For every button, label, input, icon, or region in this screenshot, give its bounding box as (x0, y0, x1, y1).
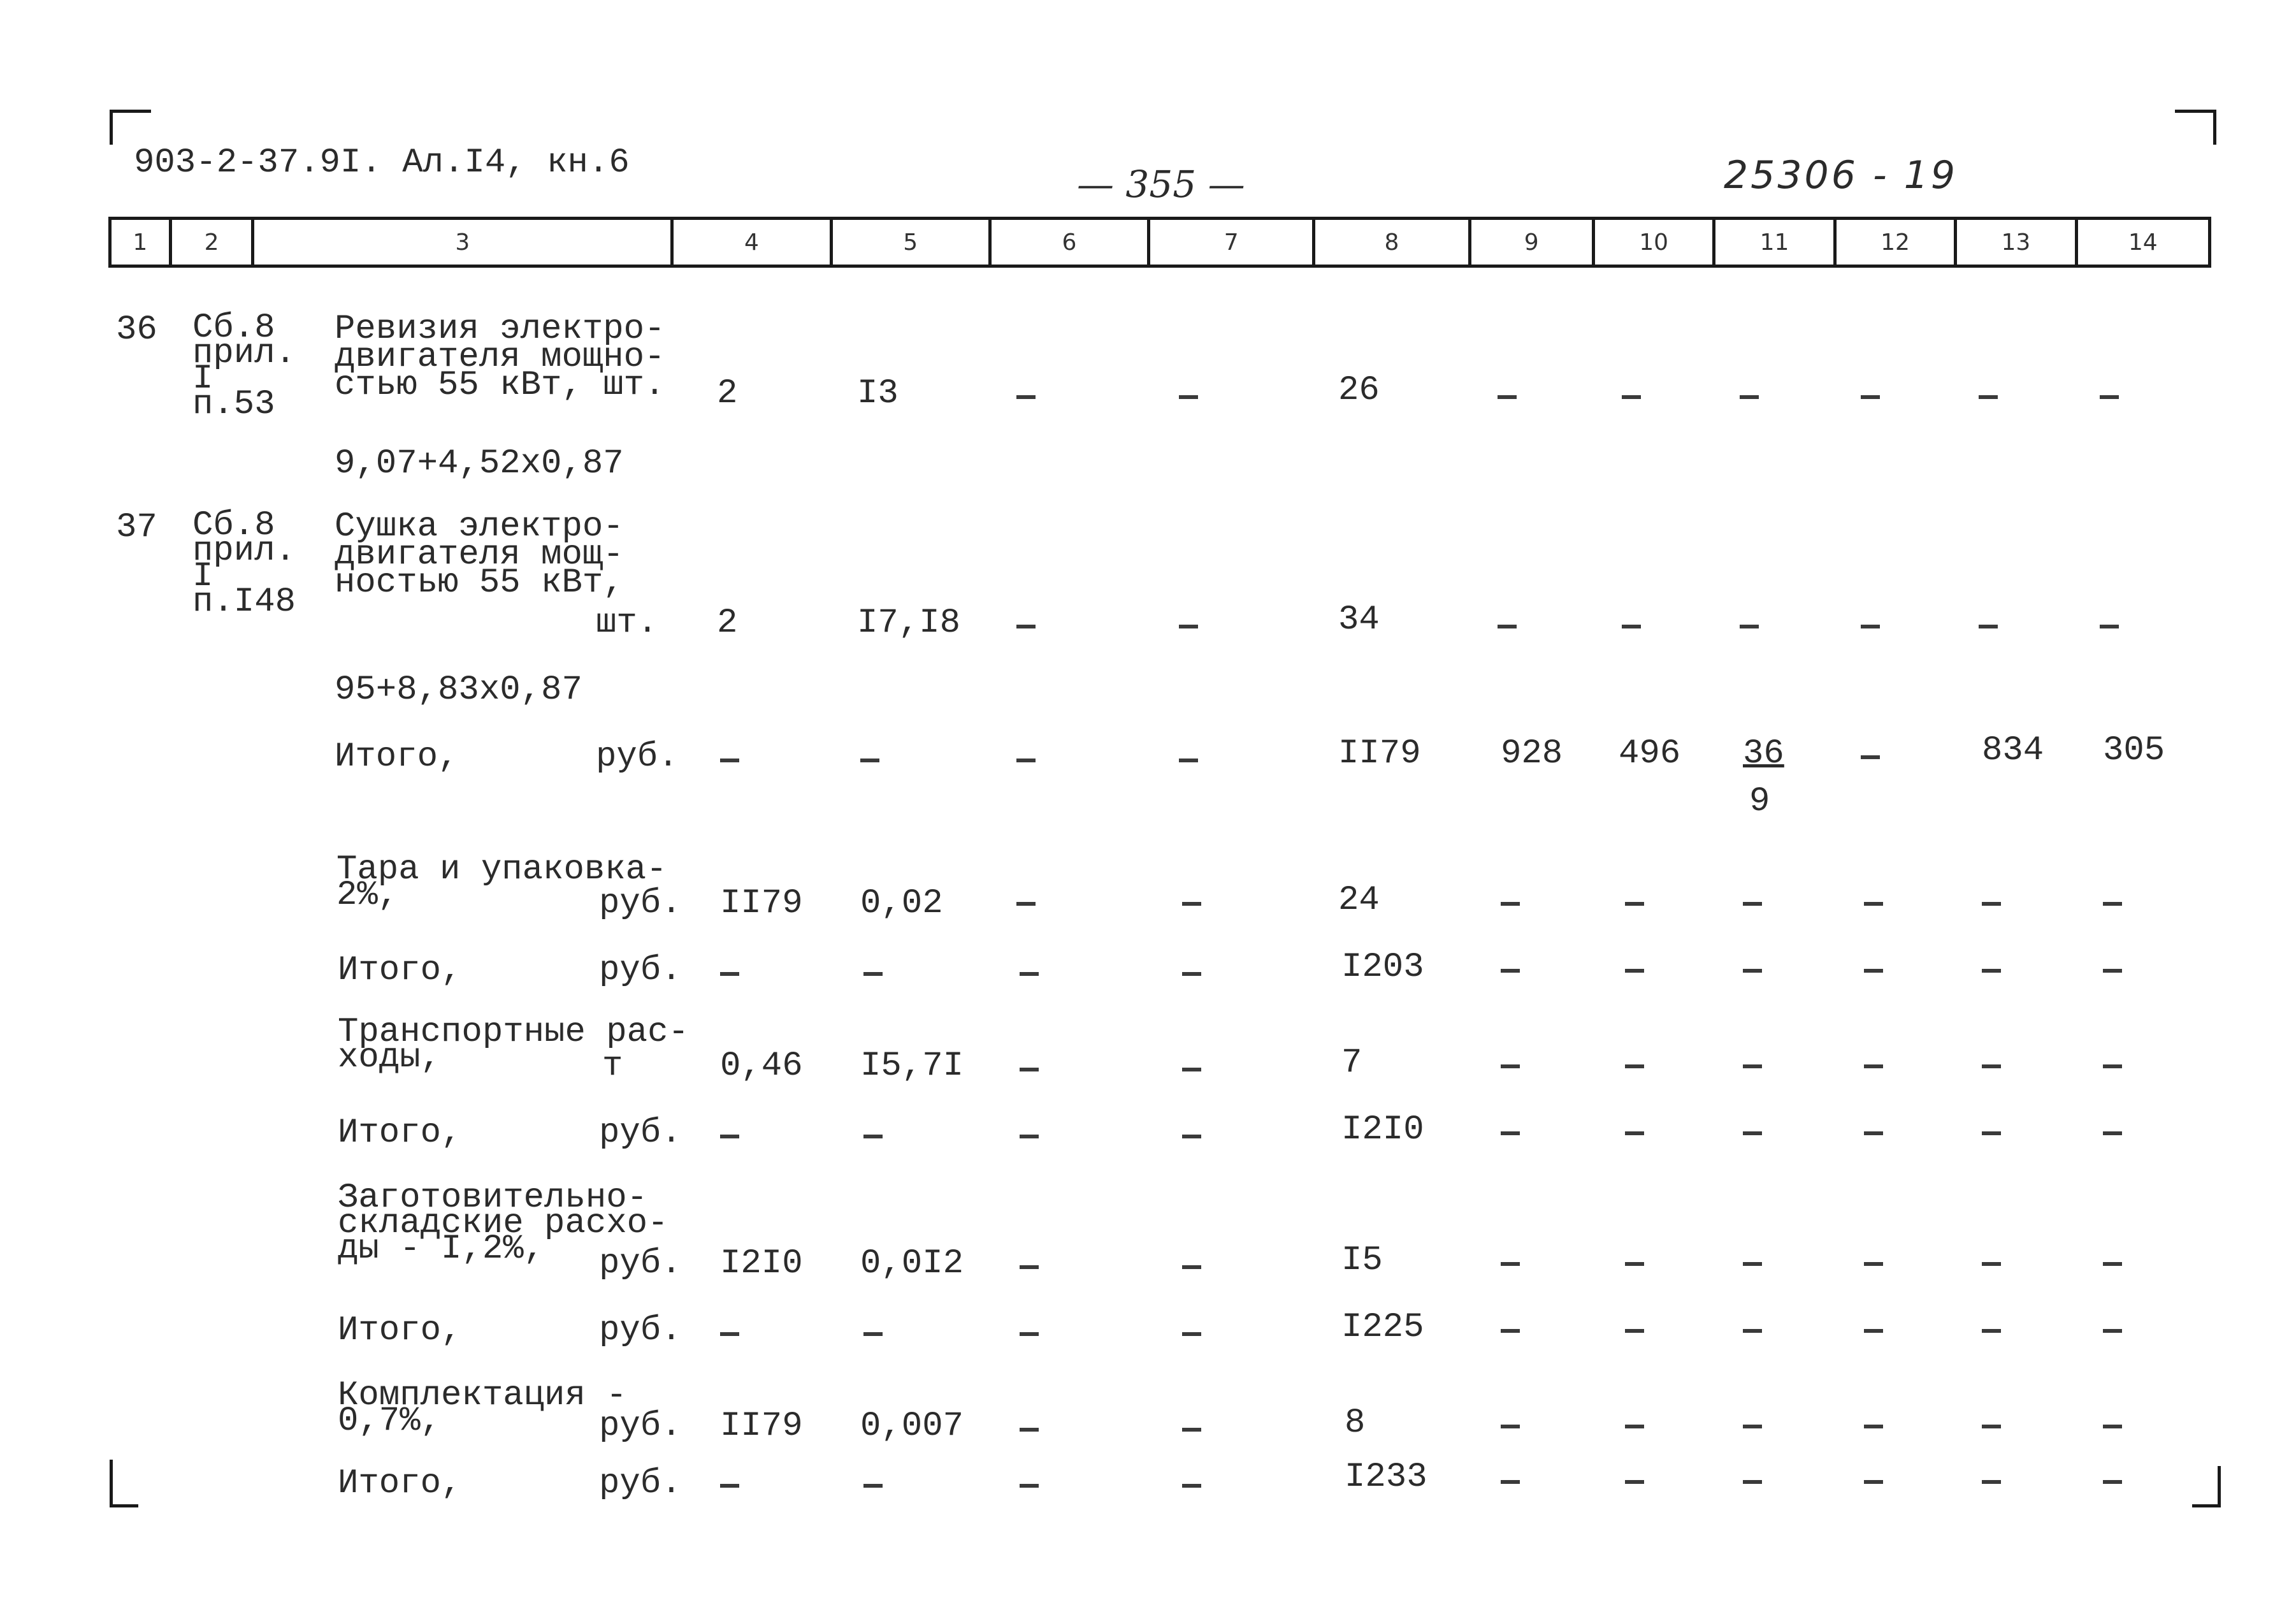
empty-dash (1501, 1329, 1520, 1333)
total-unit: руб. (599, 1464, 682, 1503)
empty-dash (1861, 395, 1880, 399)
corner-mark-top-left (110, 110, 151, 145)
column-header: 12 (1837, 220, 1957, 265)
empty-dash (1179, 759, 1198, 762)
corner-mark-bottom-left (110, 1460, 138, 1507)
empty-dash (1982, 1425, 2001, 1428)
cell-col10: 496 (1619, 734, 1681, 773)
total-unit: руб. (599, 1311, 682, 1350)
empty-dash (1501, 1425, 1520, 1428)
empty-dash (1979, 625, 1998, 628)
empty-dash (1982, 1262, 2001, 1266)
column-header: 5 (833, 220, 992, 265)
total-unit: руб. (599, 1114, 682, 1152)
empty-dash (1179, 625, 1198, 628)
empty-dash (1864, 1262, 1883, 1266)
cell-total: 7 (1341, 1043, 1362, 1082)
empty-dash (1020, 1484, 1039, 1488)
corner-mark-bottom-right (2192, 1466, 2221, 1507)
empty-dash (1501, 969, 1520, 973)
empty-dash (1498, 395, 1517, 399)
empty-dash (720, 1332, 739, 1336)
row-formula: 95+8,83х0,87 (335, 671, 582, 709)
empty-dash (1864, 1480, 1883, 1484)
total-label: Итого, (338, 951, 462, 990)
empty-dash (2103, 902, 2122, 906)
column-header: 10 (1595, 220, 1715, 265)
empty-dash (1625, 902, 1644, 906)
empty-dash (720, 1484, 739, 1488)
empty-dash (1182, 1428, 1201, 1432)
empty-dash (1740, 395, 1759, 399)
row-unit: руб. (599, 1244, 682, 1283)
cell-total: II79 (1338, 734, 1421, 773)
empty-dash (1625, 1425, 1644, 1428)
row-formula: 9,07+4,52х0,87 (335, 444, 624, 483)
empty-dash (2100, 625, 2119, 628)
cell-rate: 0,0I2 (860, 1244, 964, 1283)
empty-dash (1182, 1484, 1201, 1488)
empty-dash (1182, 1332, 1201, 1336)
empty-dash (2103, 969, 2122, 973)
cell-total: I225 (1341, 1308, 1424, 1347)
cell-col14: 305 (2103, 731, 2165, 770)
column-header: 3 (254, 220, 674, 265)
cell-col13: 834 (1982, 731, 2044, 770)
row-description: Комплектация - 0,7%, (338, 1376, 627, 1441)
empty-dash (1020, 972, 1039, 976)
total-label: Итого, (335, 737, 459, 776)
row-description: Ревизия электро- двигателя мощно- стью 55 кВт, шт. (335, 310, 665, 405)
row-number: 36 (116, 310, 157, 349)
cell-rate: 0,02 (860, 884, 943, 923)
empty-dash (2103, 1064, 2122, 1068)
cell-total: 34 (1338, 600, 1380, 639)
empty-dash (1982, 1064, 2001, 1068)
empty-dash (1743, 1064, 1762, 1068)
empty-dash (1182, 1265, 1201, 1269)
total-label: Итого, (338, 1464, 462, 1503)
empty-dash (2103, 1480, 2122, 1484)
row-unit: руб. (599, 884, 682, 923)
empty-dash (1625, 1064, 1644, 1068)
empty-dash (1864, 902, 1883, 906)
row-unit: т (602, 1047, 623, 1085)
empty-dash (1625, 1262, 1644, 1266)
empty-dash (1864, 1131, 1883, 1135)
empty-dash (1501, 1131, 1520, 1135)
empty-dash (1625, 1329, 1644, 1333)
document-code: 903-2-37.9I. Ал.I4, кн.6 (134, 143, 630, 182)
row-unit: руб. (599, 1407, 682, 1446)
empty-dash (1501, 1064, 1520, 1068)
cell-quantity: II79 (720, 1407, 803, 1446)
empty-dash (1622, 395, 1641, 399)
row-description: Сушка электро- двигателя мощ- ностью 55 кВт, (335, 507, 624, 602)
empty-dash (1179, 395, 1198, 399)
cell-col11-denominator: 9 (1749, 782, 1770, 821)
empty-dash (1743, 1480, 1762, 1484)
cell-total: I203 (1341, 948, 1424, 987)
column-header-row (108, 217, 2211, 268)
empty-dash (1982, 969, 2001, 973)
cell-col11-numerator: 36 (1743, 734, 1784, 773)
empty-dash (1020, 1135, 1039, 1138)
empty-dash (863, 1135, 883, 1138)
empty-dash (863, 972, 883, 976)
cell-quantity: I2I0 (720, 1244, 803, 1283)
empty-dash (1743, 969, 1762, 973)
row-description: Тара и упаковка- 2%, (336, 850, 667, 915)
cell-rate: I7,I8 (857, 604, 961, 643)
empty-dash (2103, 1131, 2122, 1135)
empty-dash (720, 972, 739, 976)
empty-dash (1016, 625, 1036, 628)
empty-dash (1979, 395, 1998, 399)
column-header: 13 (1957, 220, 2077, 265)
cell-col9: 928 (1501, 734, 1563, 773)
empty-dash (1743, 1329, 1762, 1333)
empty-dash (1016, 759, 1036, 762)
empty-dash (1182, 1068, 1201, 1071)
cell-total: I233 (1345, 1458, 1427, 1497)
empty-dash (1743, 1425, 1762, 1428)
empty-dash (1743, 1262, 1762, 1266)
empty-dash (1498, 625, 1517, 628)
empty-dash (2100, 395, 2119, 399)
empty-dash (1861, 625, 1880, 628)
cell-rate: 0,007 (860, 1407, 964, 1446)
empty-dash (1182, 1135, 1201, 1138)
empty-dash (1982, 902, 2001, 906)
empty-dash (863, 1484, 883, 1488)
empty-dash (720, 1135, 739, 1138)
column-header: 6 (992, 220, 1150, 265)
empty-dash (1743, 1131, 1762, 1135)
empty-dash (1625, 969, 1644, 973)
empty-dash (1864, 1425, 1883, 1428)
row-number: 37 (116, 508, 157, 547)
column-header: 8 (1315, 220, 1471, 265)
corner-mark-top-right (2175, 110, 2216, 145)
cell-rate: I5,7I (860, 1047, 964, 1085)
empty-dash (863, 1332, 883, 1336)
empty-dash (1501, 1480, 1520, 1484)
column-header: 1 (112, 220, 172, 265)
empty-dash (1020, 1068, 1039, 1071)
cell-quantity: 0,46 (720, 1047, 803, 1085)
empty-dash (1864, 1064, 1883, 1068)
cell-total: 24 (1338, 881, 1380, 920)
total-unit: руб. (599, 951, 682, 990)
empty-dash (1016, 395, 1036, 399)
total-unit: руб. (596, 737, 679, 776)
empty-dash (1982, 1480, 2001, 1484)
column-header: 9 (1471, 220, 1595, 265)
empty-dash (1501, 1262, 1520, 1266)
cell-quantity: 2 (717, 374, 738, 413)
row-description: Транспортные рас- ходы, (338, 1013, 689, 1077)
empty-dash (1625, 1480, 1644, 1484)
empty-dash (1625, 1131, 1644, 1135)
column-header: 11 (1715, 220, 1836, 265)
row-description: Заготовительно- складские расхо- ды - I,2%, (338, 1179, 668, 1268)
column-header: 14 (2128, 229, 2158, 256)
cell-total: 26 (1338, 371, 1380, 410)
empty-dash (2103, 1262, 2122, 1266)
column-header: 2 (172, 220, 255, 265)
row-reference: Сб.8 прил. I п.53 (192, 309, 296, 424)
cell-quantity: 2 (717, 604, 738, 643)
empty-dash (1864, 1329, 1883, 1333)
cell-total: I5 (1341, 1241, 1383, 1280)
empty-dash (1861, 755, 1880, 759)
cell-rate: I3 (857, 374, 899, 413)
empty-dash (2103, 1329, 2122, 1333)
row-reference: Сб.8 прил. I п.I48 (192, 506, 296, 621)
empty-dash (1982, 1329, 2001, 1333)
empty-dash (1743, 902, 1762, 906)
empty-dash (1020, 1265, 1039, 1269)
empty-dash (1622, 625, 1641, 628)
empty-dash (720, 759, 739, 762)
empty-dash (1020, 1428, 1039, 1432)
empty-dash (1016, 902, 1036, 906)
row-unit: шт. (596, 604, 658, 643)
empty-dash (2103, 1425, 2122, 1428)
empty-dash (1864, 969, 1883, 973)
empty-dash (1182, 972, 1201, 976)
cell-total: 8 (1345, 1404, 1366, 1442)
empty-dash (1501, 902, 1520, 906)
empty-dash (860, 759, 879, 762)
cell-quantity: II79 (720, 884, 803, 923)
column-header: 7 (1150, 220, 1315, 265)
empty-dash (1740, 625, 1759, 628)
total-label: Итого, (338, 1114, 462, 1152)
empty-dash (1020, 1332, 1039, 1336)
sheet-code: 25306 - 19 (1724, 153, 1958, 198)
total-label: Итого, (338, 1311, 462, 1350)
empty-dash (1982, 1131, 2001, 1135)
column-header: 4 (674, 220, 832, 265)
empty-dash (1182, 902, 1201, 906)
page-number: — 355 — (1077, 163, 1245, 206)
cell-total: I2I0 (1341, 1110, 1424, 1149)
